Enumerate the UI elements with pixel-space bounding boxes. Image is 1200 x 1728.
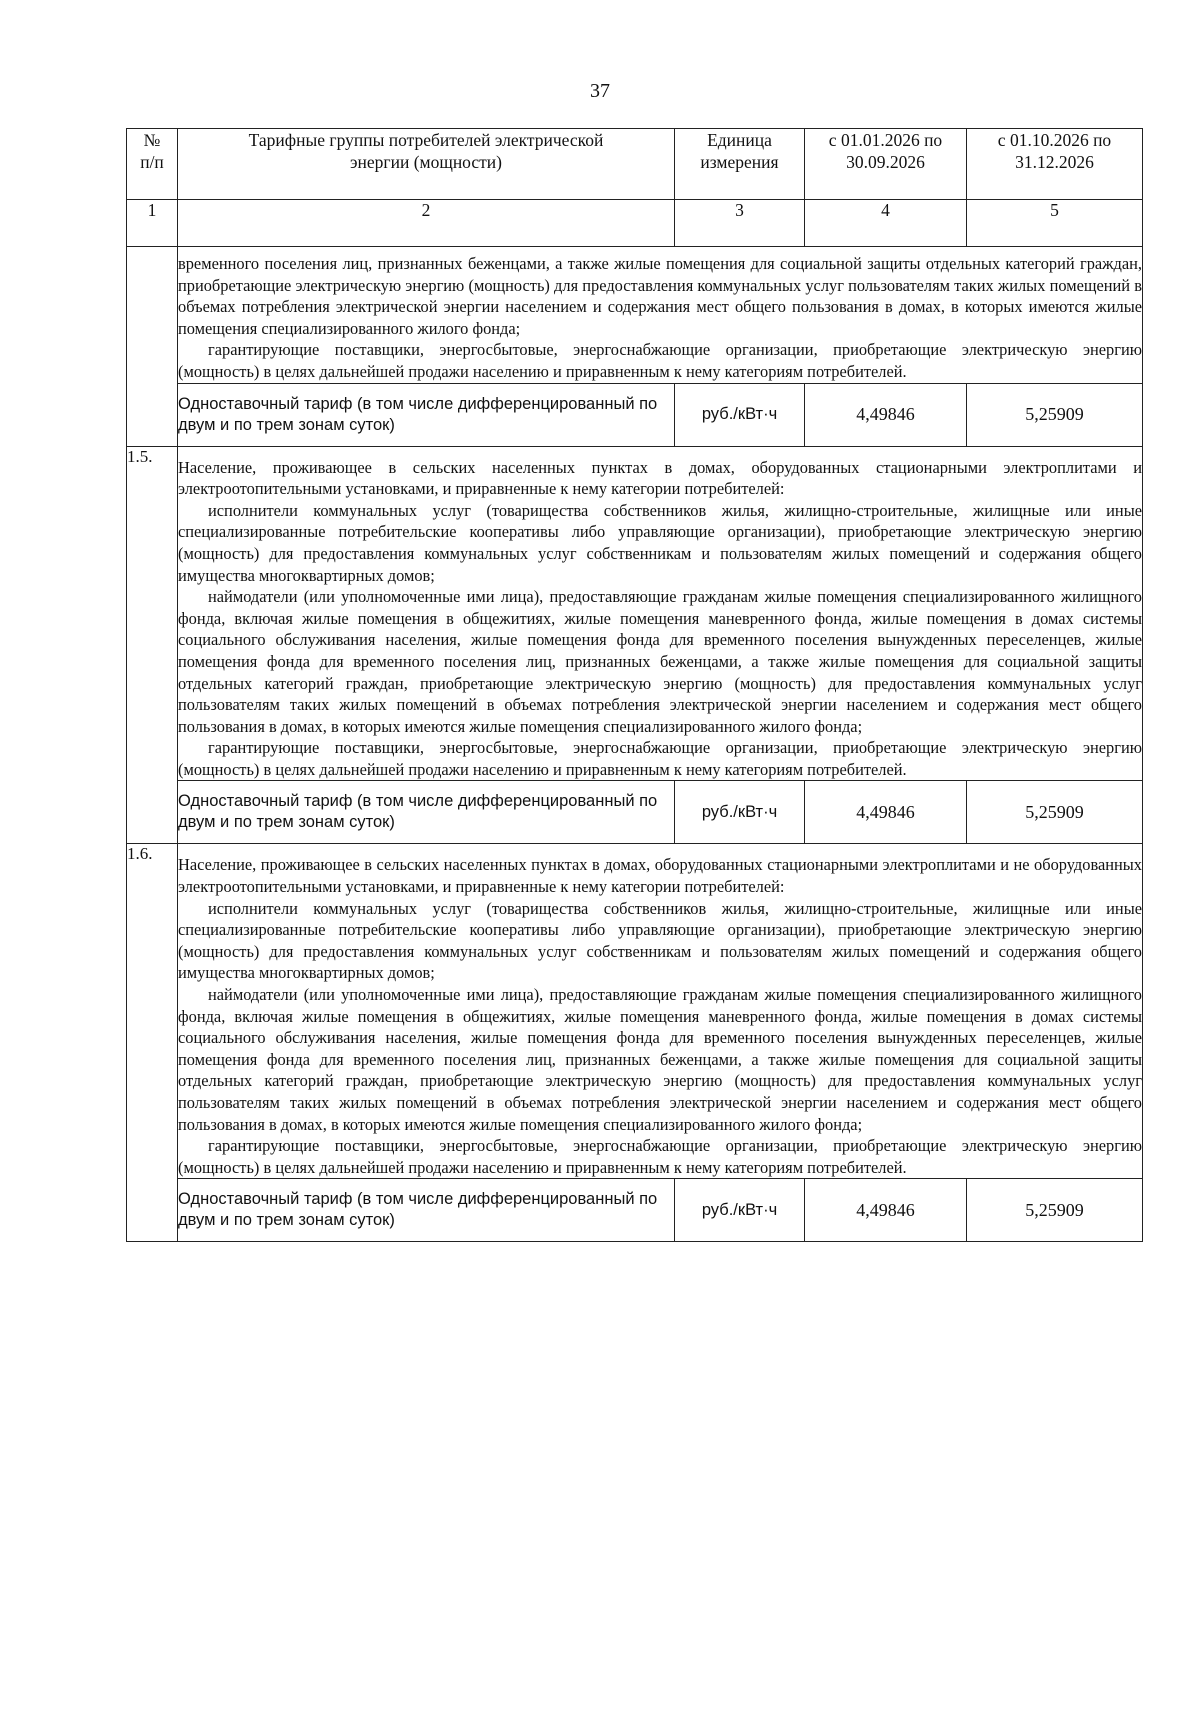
section-1-5-row: [127, 446, 1143, 781]
tariff-unit: руб./кВт·ч: [675, 781, 805, 844]
row-index-empty: [127, 247, 178, 447]
column-number: 5: [967, 200, 1143, 247]
page-number: 37: [590, 80, 610, 102]
description-paragraph: наймодатели (или уполномоченные ими лица), предоставляющие гражданам жилые помещения специализированного жилищного фонда, включая жилые помещения в общежитиях, жилые помещения маневренного фонда, жилые помещения в домах системы социального обслуживания населения, жилые помещения фонда для временного поселения вынужденных переселенцев, жилые помещения фонда для временного поселения лиц, признанных беженцами, а также жилые помещения для социальной защиты отдельных категорий граждан, приобретающие электрическую энергию (мощность) для предоставления коммунальных услуг пользователям таких жилых помещений в объемах потребления электрической энергии населением и содержания мест общего пользования в домах, в которых имеются жилые помещения специализированного жилого фонда;: [178, 985, 1142, 1134]
tariff-row: [127, 1179, 1143, 1242]
tariff-row: [127, 781, 1143, 844]
tariff-table: [126, 128, 1143, 1242]
header-period-1: с 01.01.2026 по 30.09.2026: [805, 129, 967, 200]
description-paragraph: гарантирующие поставщики, энергосбытовые, энергоснабжающие организации, приобретающие электрическую энергию (мощность) в целях дальнейшей продажи населению и приравненным к нему категориям потребителей.: [178, 340, 1142, 381]
description-paragraph: исполнители коммунальных услуг (товарищества собственников жилья, жилищно-строительные, жилищные или иные специализированные потребительские кооперативы либо управляющие организации), приобретающие электрическую энергию (мощность) для предоставления коммунальных услуг собственникам и пользователям жилых помещений и содержания общего имущества многоквартирных домов;: [178, 898, 1142, 983]
header-period-2: с 01.10.2026 по 31.12.2026: [967, 129, 1143, 200]
description-paragraph: гарантирующие поставщики, энергосбытовые, энергоснабжающие организации, приобретающие электрическую энергию (мощность) в целях дальнейшей продажи населению и приравненным к нему категориям потребителей.: [178, 738, 1142, 779]
continuation-description: [178, 247, 1143, 384]
tariff-name: Одноставочный тариф (в том числе дифференцированный по двум и по трем зонам суток): [178, 781, 675, 844]
description-paragraph: исполнители коммунальных услуг (товарищества собственников жилья, жилищно-строительные, жилищные или иные специализированные потребительские кооперативы либо управляющие организации), приобретающие электрическую энергию (мощность) для предоставления коммунальных услуг собственникам и пользователям жилых помещений и содержания общего имущества многоквартирных домов;: [178, 500, 1142, 585]
tariff-value-period-2: 5,25909: [967, 1179, 1143, 1242]
tariff-value-period-2: 5,25909: [967, 781, 1143, 844]
tariff-unit: руб./кВт·ч: [675, 1179, 805, 1242]
tariff-name: Одноставочный тариф (в том числе дифференцированный по двум и по трем зонам суток): [178, 383, 675, 446]
tariff-row: [127, 383, 1143, 446]
column-numbers-row: [127, 200, 1143, 247]
column-number: 1: [127, 200, 178, 247]
section-1-6-row: [127, 844, 1143, 1179]
tariff-value-period-1: 4,49846: [805, 781, 967, 844]
tariff-name: Одноставочный тариф (в том числе дифференцированный по двум и по трем зонам суток): [178, 1179, 675, 1242]
column-number: 4: [805, 200, 967, 247]
description-paragraph: гарантирующие поставщики, энергосбытовые, энергоснабжающие организации, приобретающие электрическую энергию (мощность) в целях дальнейшей продажи населению и приравненным к нему категориям потребителей.: [178, 1136, 1142, 1177]
tariff-value-period-1: 4,49846: [805, 383, 967, 446]
table-header-row: [127, 129, 1143, 200]
description-paragraph: Население, проживающее в сельских населенных пунктах в домах, оборудованных стационарными электроплитами и электроотопительными установками, и приравненные к нему категории потребителей:: [178, 457, 1142, 499]
tariff-value-period-2: 5,25909: [967, 383, 1143, 446]
tariff-unit: руб./кВт·ч: [675, 383, 805, 446]
header-unit: Единица измерения: [675, 129, 805, 200]
header-tariff-groups: Тарифные группы потребителей электрической энергии (мощности): [178, 129, 675, 200]
description-paragraph: наймодатели (или уполномоченные ими лица), предоставляющие гражданам жилые помещения специализированного жилищного фонда, включая жилые помещения в общежитиях, жилые помещения маневренного фонда, жилые помещения в домах системы социального обслуживания населения, жилые помещения фонда для временного поселения вынужденных переселенцев, жилые помещения фонда для временного поселения лиц, признанных беженцами, а также жилые помещения для социальной защиты отдельных категорий граждан, приобретающие электрическую энергию (мощность) для предоставления коммунальных услуг пользователям таких жилых помещений в объемах потребления электрической энергии населением и содержания мест общего пользования в домах, в которых имеются жилые помещения специализированного жилого фонда;: [178, 587, 1142, 736]
tariff-value-period-1: 4,49846: [805, 1179, 967, 1242]
description-paragraph: временного поселения лиц, признанных беженцами, а также жилые помещения для социальной защиты отдельных категорий граждан, приобретающие электрическую энергию (мощность) для предоставления коммунальных услуг пользователям таких жилых помещений в объемах потребления электрической энергии населением и содержания мест общего пользования в домах, в которых имеются жилые помещения специализированного жилого фонда;: [178, 254, 1142, 338]
column-number: 3: [675, 200, 805, 247]
section-1-6-description: [178, 844, 1143, 1179]
continuation-row: [127, 247, 1143, 384]
section-1-5-description: [178, 446, 1143, 781]
row-index: 1.5.: [127, 446, 178, 844]
header-index: № п/п: [127, 129, 178, 200]
description-paragraph: Население, проживающее в сельских населенных пунктах в домах, оборудованных стационарными электроплитами и не оборудованных электроотопительными установками, и приравненные к нему категории потребителей:: [178, 855, 1142, 897]
row-index: 1.6.: [127, 844, 178, 1242]
column-number: 2: [178, 200, 675, 247]
